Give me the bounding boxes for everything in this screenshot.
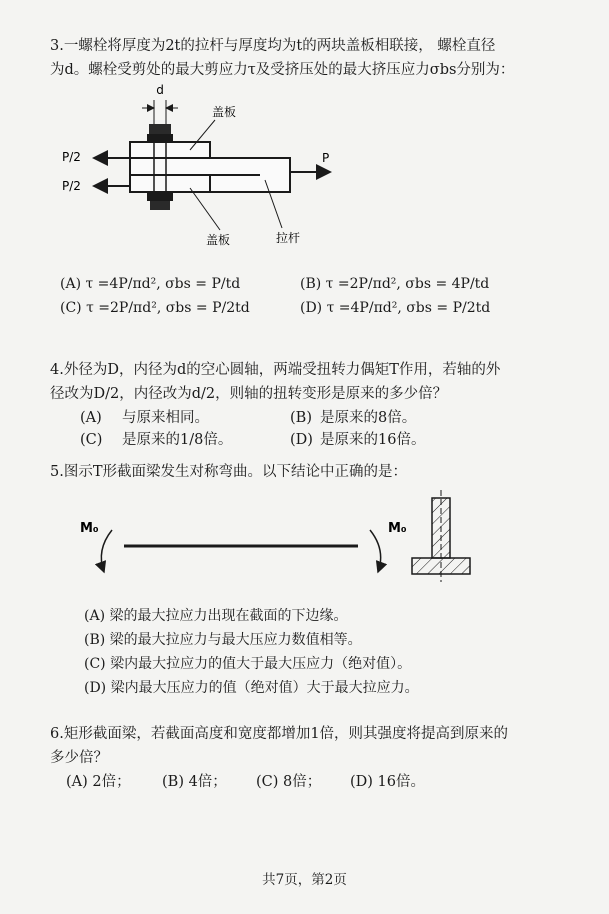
q5-option-c[interactable]: (C) 梁内最大拉应力的值大于最大压应力（绝对值）。 [84, 656, 412, 672]
q5-stem-line1: 5.图示T形截面梁发生对称弯曲。以下结论中正确的是： [50, 464, 408, 480]
label-gaiban-top: 盖板 [212, 105, 237, 119]
q4-option-b-key[interactable]: (B) [290, 410, 312, 426]
q3-option-c[interactable]: (C) τ =2P/πd², σbs = P/2td [60, 300, 250, 316]
m0-right-label: M₀ [388, 521, 407, 536]
q4-stem-line1: 4.外径为D，内径为d的空心圆轴，两端受扭转力偶矩T作用，若轴的外 [50, 362, 501, 378]
q6-option-b[interactable]: (B) 4倍； [162, 774, 227, 790]
label-p: P [322, 151, 330, 165]
q4-option-c-text[interactable]: 是原来的1/8倍。 [122, 432, 233, 448]
page-footer: 共7页，第2页 [262, 872, 347, 888]
q5-option-d[interactable]: (D) 梁内最大压应力的值（绝对值）大于最大拉应力。 [84, 680, 419, 696]
label-gaiban-bottom: 盖板 [206, 233, 231, 247]
q3-option-a[interactable]: (A) τ =4P/πd², σbs = P/td [60, 276, 241, 292]
q4-stem-line2: 径改为D/2，内径改为d/2，则轴的扭转变形是原来的多少倍？ [50, 386, 448, 402]
q3-option-b[interactable]: (B) τ =2P/πd², σbs = 4P/td [300, 276, 490, 292]
q6-stem-line2: 多少倍？ [50, 750, 108, 766]
q3-stem-line1: 3.一螺栓将厚度为2t的拉杆与厚度均为t的两块盖板相联接， 螺栓直径 [50, 38, 496, 54]
q6-option-a[interactable]: (A) 2倍； [66, 774, 131, 790]
label-p2-bottom: P/2 [62, 179, 81, 193]
bolt-connection-figure [60, 82, 340, 252]
q4-option-c-key[interactable]: (C) [80, 432, 103, 448]
q5-option-b[interactable]: (B) 梁的最大拉应力与最大压应力数值相等。 [84, 632, 362, 648]
q4-option-b-text[interactable]: 是原来的8倍。 [320, 410, 417, 426]
q4-option-d-key[interactable]: (D) [290, 432, 313, 448]
q6-stem-line1: 6.矩形截面梁，若截面高度和宽度都增加1倍，则其强度将提高到原来的 [50, 726, 509, 742]
q6-option-d[interactable]: (D) 16倍。 [350, 774, 425, 790]
q5-option-a[interactable]: (A) 梁的最大拉应力出现在截面的下边缘。 [84, 608, 348, 624]
label-p2-top: P/2 [62, 150, 81, 164]
label-lagan: 拉杆 [276, 231, 301, 245]
label-d: d [156, 83, 164, 97]
q3-option-d[interactable]: (D) τ =4P/πd², σbs = P/2td [300, 300, 491, 316]
q4-option-d-text[interactable]: 是原来的16倍。 [320, 432, 426, 448]
q3-stem-line2: 为d。螺栓受剪处的最大剪应力τ及受挤压处的最大挤压应力σbs分别为： [50, 62, 515, 78]
q4-option-a-key[interactable]: (A) [80, 410, 102, 426]
t-beam-figure [70, 490, 500, 590]
m0-left-label: M₀ [80, 521, 99, 536]
q4-option-a-text[interactable]: 与原来相同。 [122, 410, 209, 426]
q6-option-c[interactable]: (C) 8倍； [256, 774, 322, 790]
